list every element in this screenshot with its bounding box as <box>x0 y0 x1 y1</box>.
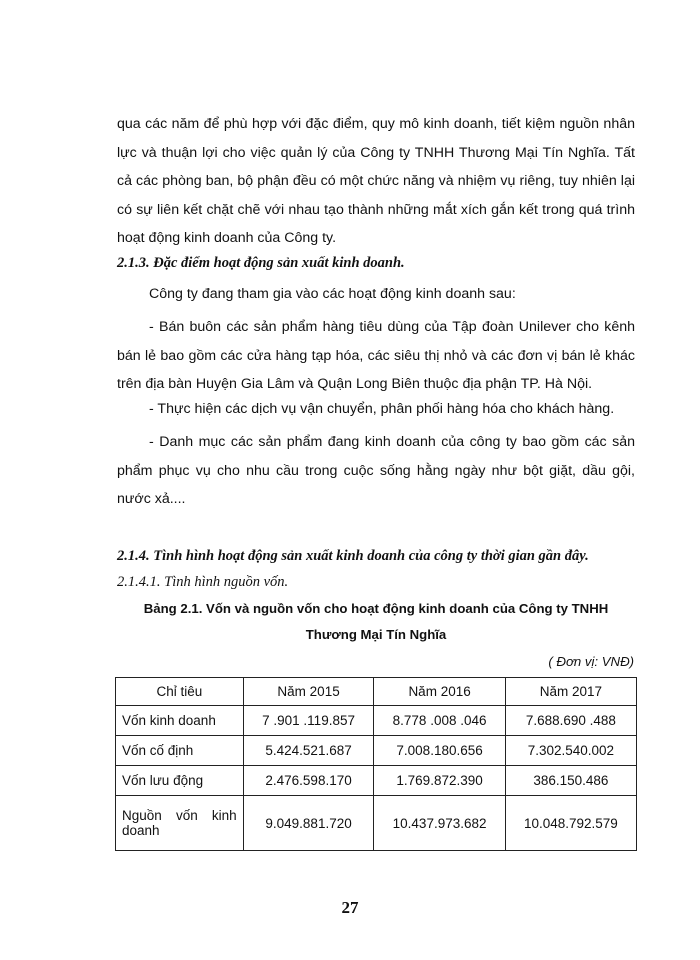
cell-value: 10.437.973.682 <box>374 796 505 851</box>
cell-value: 8.778 .008 .046 <box>374 706 505 736</box>
header-year-2015: Năm 2015 <box>243 678 374 706</box>
table-row <box>116 796 637 851</box>
capital-table <box>115 677 637 851</box>
table-header-row <box>116 678 637 706</box>
row-label: Vốn kinh doanh <box>116 706 244 736</box>
cell-value: 7 .901 .119.857 <box>243 706 374 736</box>
section-heading-2-1-4: 2.1.4. Tình hình hoạt động sản xuất kinh doanh của công ty thời gian gần đây. <box>117 548 589 564</box>
row-label: Vốn lưu động <box>116 766 244 796</box>
cell-value: 7.302.540.002 <box>505 736 636 766</box>
cell-value: 10.048.792.579 <box>505 796 636 851</box>
cell-value: 2.476.598.170 <box>243 766 374 796</box>
activities-lead-text: Công ty đang tham gia vào các hoạt động kinh doanh sau: <box>149 286 516 302</box>
table-row <box>116 706 637 736</box>
header-indicator: Chỉ tiêu <box>116 678 244 706</box>
bullet-transport-services: - Thực hiện các dịch vụ vận chuyển, phân phối hàng hóa cho khách hàng. <box>149 401 615 417</box>
cell-value: 9.049.881.720 <box>243 796 374 851</box>
header-year-2016: Năm 2016 <box>374 678 505 706</box>
bullet-product-catalog: - Danh mục các sản phẩm đang kinh doanh của công ty bao gồm các sản phẩm phục vụ cho nhu cầu trong cuộc sống hằng ngày như bột giặt, dầu gội, nước xả.... <box>117 434 635 507</box>
table-caption-line-1: Bảng 2.1. Vốn và nguồn vốn cho hoạt động kinh doanh của Công ty TNHH <box>143 601 609 616</box>
cell-value: 7.008.180.656 <box>374 736 505 766</box>
row-label: Nguồn vốn kinh doanh <box>116 796 244 851</box>
header-year-2017: Năm 2017 <box>505 678 636 706</box>
section-heading-2-1-3: 2.1.3. Đặc điểm hoạt động sản xuất kinh doanh. <box>117 255 405 271</box>
bullet-wholesale-unilever: - Bán buôn các sản phẩm hàng tiêu dùng của Tập đoàn Unilever cho kênh bán lẻ bao gồm các cửa hàng tạp hóa, các siêu thị nhỏ và các đơn vị bán lẻ khác trên địa bàn Huyện Gia Lâm và Quận Long Biên thuộc địa phận TP. Hà Nội. <box>117 319 635 392</box>
table-row <box>116 766 637 796</box>
cell-value: 386.150.486 <box>505 766 636 796</box>
cell-value: 7.688.690 .488 <box>505 706 636 736</box>
cell-value: 5.424.521.687 <box>243 736 374 766</box>
table-caption-line-2: Thương Mại Tín Nghĩa <box>305 627 447 642</box>
cell-value: 1.769.872.390 <box>374 766 505 796</box>
table-unit-note: ( Đơn vị: VNĐ) <box>548 654 634 669</box>
row-label: Vốn cố định <box>116 736 244 766</box>
page-number: 27 <box>341 898 359 917</box>
subsection-heading-2-1-4-1: 2.1.4.1. Tình hình nguồn vốn. <box>117 574 289 590</box>
intro-paragraph: qua các năm để phù hợp với đặc điểm, quy mô kinh doanh, tiết kiệm nguồn nhân lực và thuận lợi cho việc quản lý của Công ty TNHH Thương Mại Tín Nghĩa. Tất cả các phòng ban, bộ phận đều có một chức năng và nhiệm vụ riêng, tuy nhiên lại có sự liên kết chặt chẽ với nhau tạo thành những mắt xích gắn kết trong quá trình hoạt động kinh doanh của Công ty. <box>117 116 635 246</box>
table-row <box>116 736 637 766</box>
